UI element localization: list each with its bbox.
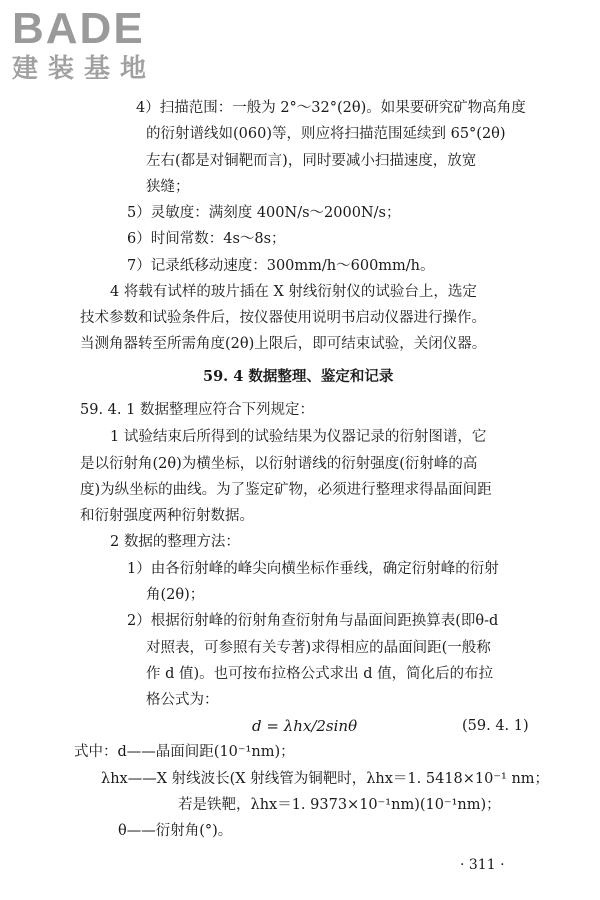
logo-text-english: BADE xyxy=(12,4,145,53)
text-line: 是以衍射角(2θ)为横坐标，以衍射谱线的衍射强度(衍射峰的高 xyxy=(80,456,478,472)
clause-heading: 59. 4. 1 数据整理应符合下列规定： xyxy=(80,402,314,418)
section-heading: 59. 4 数据整理、鉴定和记录 xyxy=(203,368,394,385)
text-line: 和衍射强度两种衍射数据。 xyxy=(80,508,254,524)
text-line: 技术参数和试验条件后，按仪器使用说明书启动仪器进行操作。 xyxy=(80,310,486,326)
text-line: 当测角器转至所需角度(2θ)上限后，即可结束试验，关闭仪器。 xyxy=(80,336,487,352)
text-line: 度)为纵坐标的曲线。为了鉴定矿物，必须进行整理求得晶面间距 xyxy=(80,482,492,498)
page-number: · 311 · xyxy=(460,857,505,873)
definition-d: 式中：d——晶面间距(10⁻¹nm)； xyxy=(74,744,295,760)
text-line: 作 d 值)。也可按布拉格公式求出 d 值，简化后的布拉 xyxy=(146,666,494,682)
text-line: 2）根据衍射峰的衍射角查衍射角与晶面间距换算表(即θ-d xyxy=(127,613,499,629)
text-line: 的衍射谱线如(060)等，则应将扫描范围延续到 65°(2θ) xyxy=(146,126,506,142)
text-line: 5）灵敏度：满刻度 400N/s～2000N/s； xyxy=(127,205,401,221)
text-line: 狭缝； xyxy=(146,179,190,195)
definition-theta: θ——衍射角(°)。 xyxy=(118,823,233,839)
text-line: 7）记录纸移动速度：300mm/h～600mm/h。 xyxy=(127,258,435,274)
bragg-formula: d = λhx/2sinθ xyxy=(252,717,358,735)
definition-lambda: λhx——X 射线波长(X 射线管为铜靶时，λhx＝1. 5418×10⁻¹ nm； xyxy=(101,771,550,787)
text-line: 4 将载有试样的玻片插在 X 射线衍射仪的试验台上，选定 xyxy=(110,284,477,300)
logo-text-chinese: 建装基地 xyxy=(12,54,157,84)
text-line: 6）时间常数：4s～8s； xyxy=(127,231,286,247)
equation-number: (59. 4. 1) xyxy=(462,718,529,734)
text-line: 4）扫描范围：一般为 2°～32°(2θ)。如果要研究矿物高角度 xyxy=(136,100,526,116)
text-line: 1 试验结束后所得到的试验结果为仪器记录的衍射图谱，它 xyxy=(110,429,487,445)
text-line: 1）由各衍射峰的峰尖向横坐标作垂线，确定衍射峰的衍射 xyxy=(127,561,499,577)
text-line: 若是铁靶，λhx＝1. 9373×10⁻¹nm)(10⁻¹nm)； xyxy=(178,797,501,813)
text-line: 角(2θ)； xyxy=(146,587,205,603)
text-line: 2 数据的整理方法： xyxy=(110,534,240,550)
text-line: 格公式为： xyxy=(146,692,219,708)
publisher-logo xyxy=(12,6,156,84)
text-line: 左右(都是对铜靶而言)，同时要减小扫描速度，放宽 xyxy=(146,153,477,169)
text-line: 对照表，可参照有关专著)求得相应的晶面间距(一般称 xyxy=(146,640,491,656)
